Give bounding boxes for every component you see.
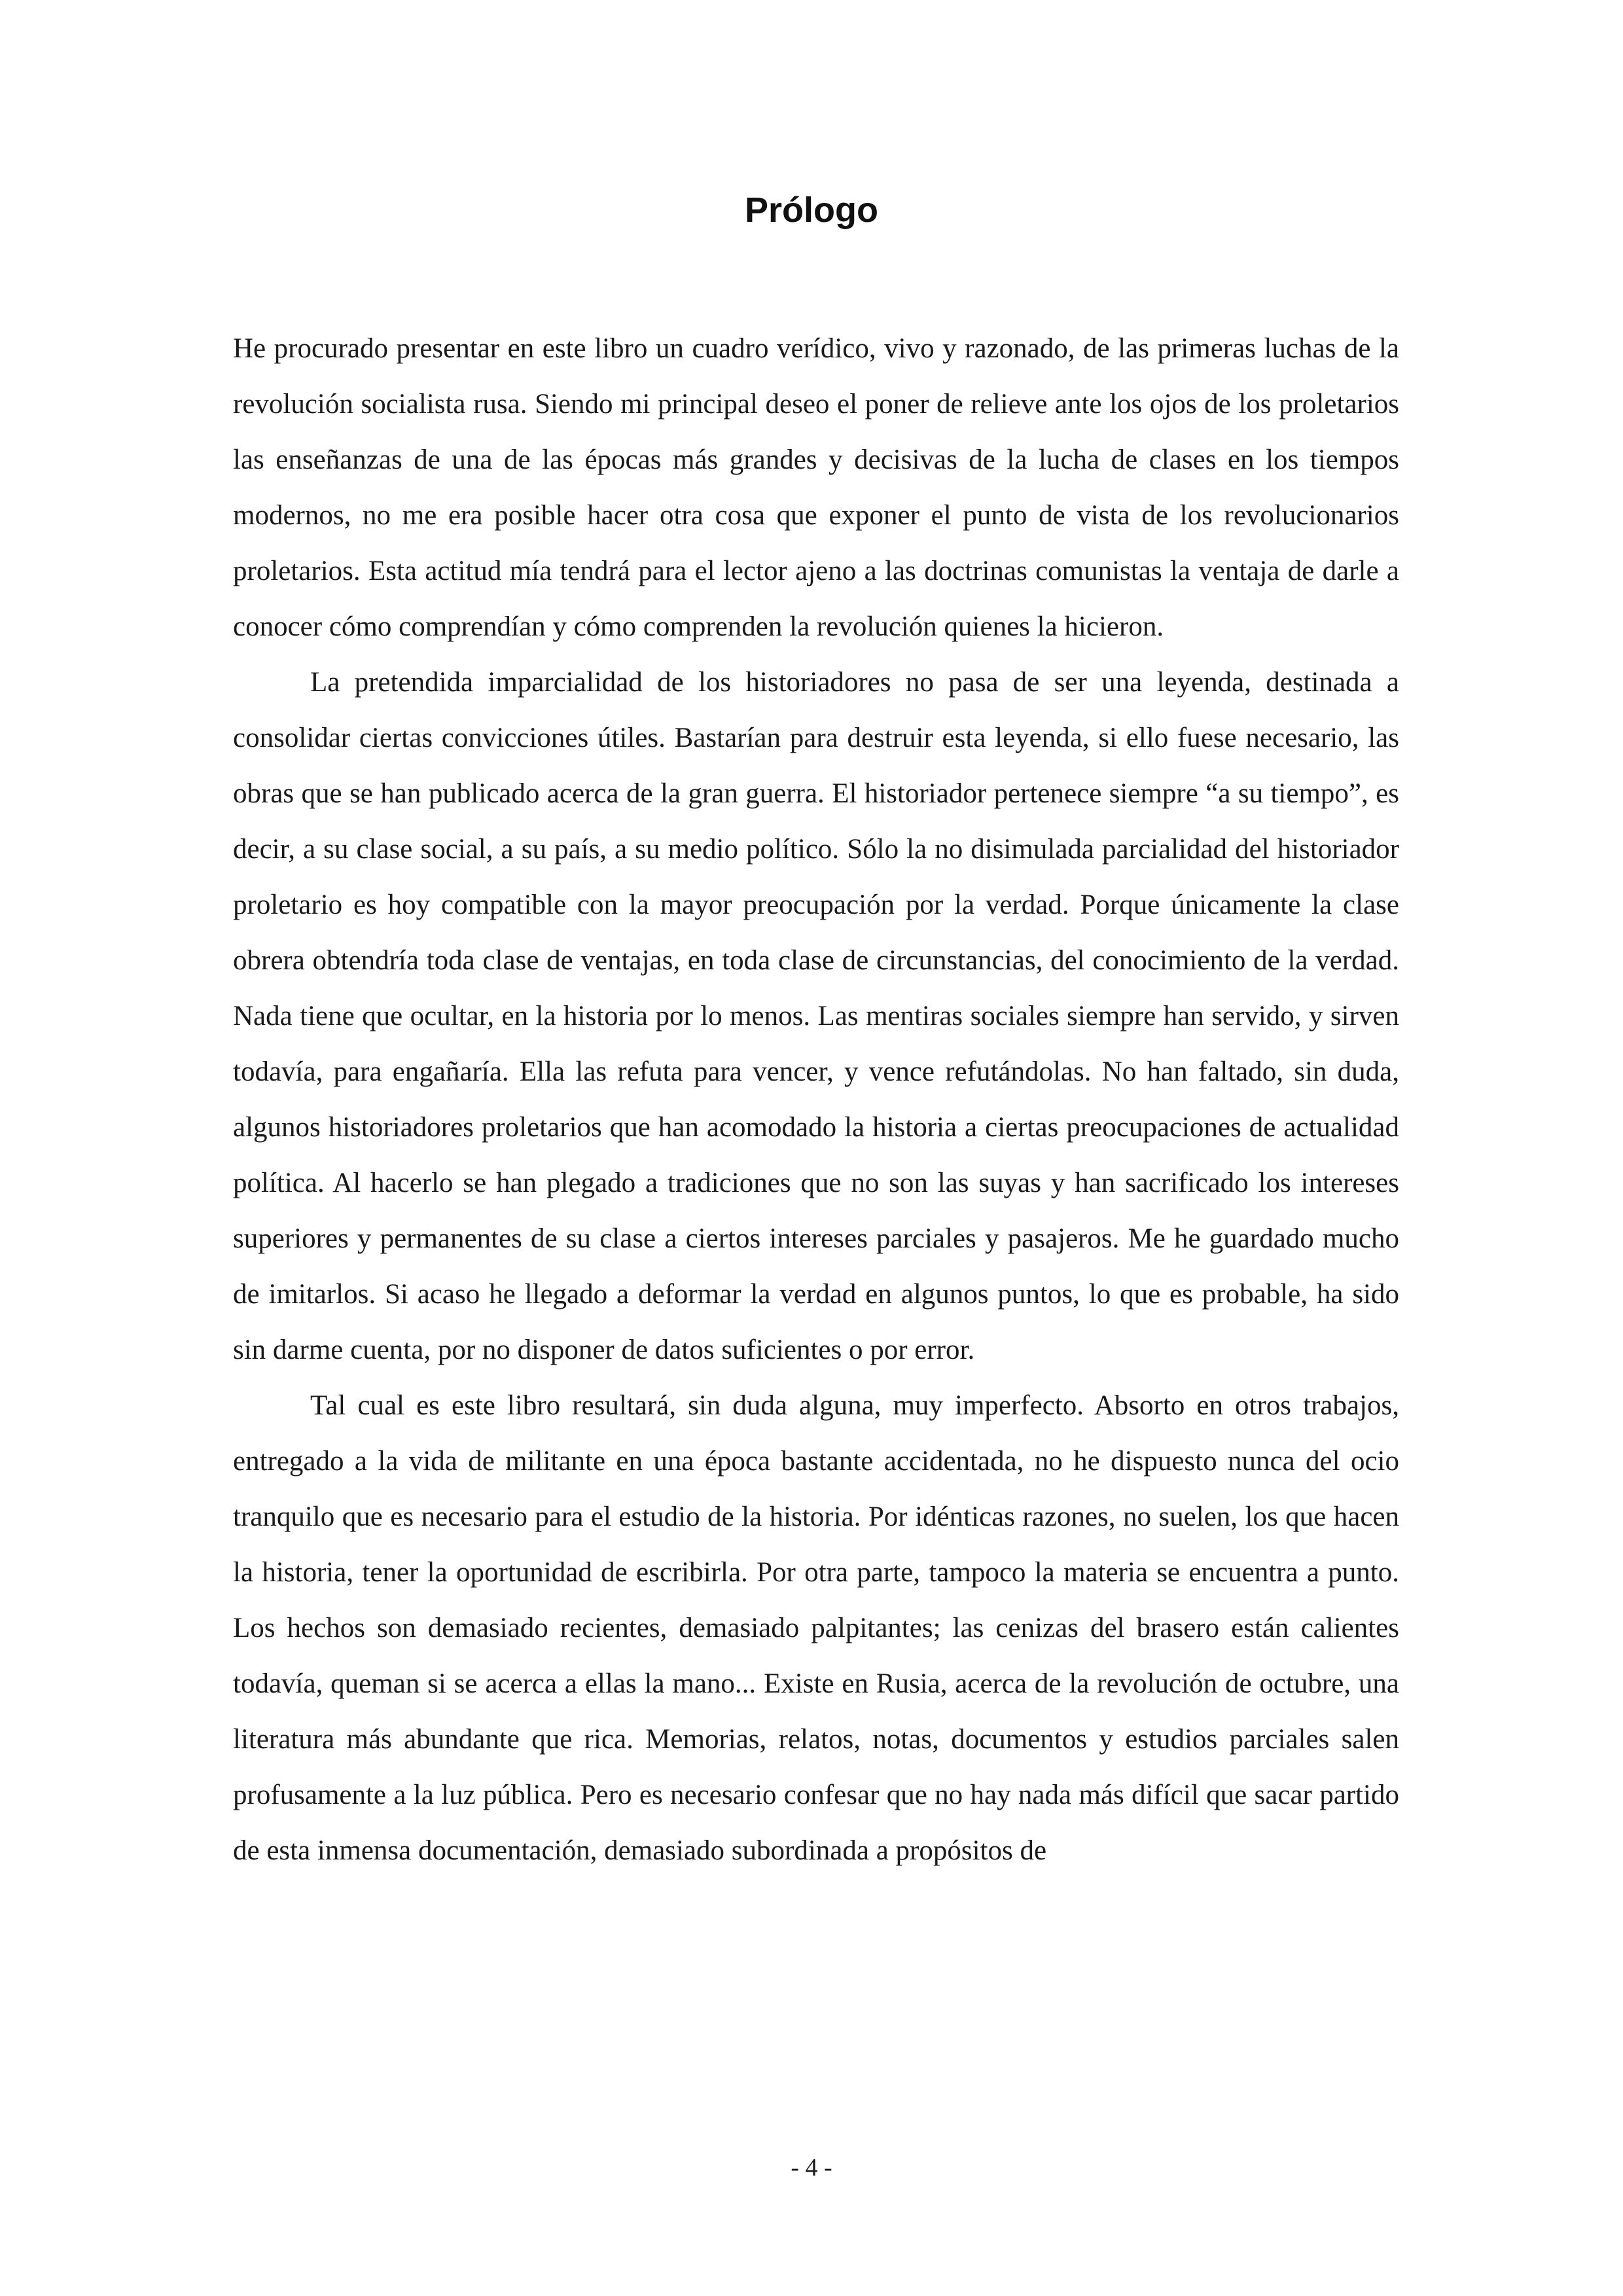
paragraph-1: He procurado presentar en este libro un cuadro verídico, vivo y razonado, de las primeras luchas de la revolución socialista rusa. Siendo mi principal deseo el poner de relieve ante los ojos de los proletarios las enseñanzas de una de las épocas más grandes y decisivas de la lucha de clases en los tiempos modernos, no me era posible hacer otra cosa que exponer el punto de vista de los revolucionarios proletarios. Esta actitud mía tendrá para el lector ajeno a las doctrinas comunistas la ventaja de darle a conocer cómo comprendían y cómo comprenden la revolución quienes la hicieron. bbox=[233, 333, 1399, 642]
paragraph-3: Tal cual es este libro resultará, sin duda alguna, muy imperfecto. Absorto en otros trabajos, entregado a la vida de militante en una época bastante accidentada, no he dispuesto nunca del ocio tranquilo que es necesario para el estudio de la historia. Por idénticas razones, no suelen, los que hacen la historia, tener la oportunidad de escribirla. Por otra parte, tampoco la materia se encuentra a punto. Los hechos son demasiado recientes, demasiado palpitantes; las cenizas del brasero están calientes todavía, queman si se acerca a ellas la mano... Existe en Rusia, acerca de la revolución de octubre, una literatura más abundante que rica. Memorias, relatos, notas, documentos y estudios parciales salen profusamente a la luz pública. Pero es necesario confesar que no hay nada más difícil que sacar partido de esta inmensa documentación, demasiado subordinada a propósitos de bbox=[233, 1390, 1399, 1866]
body-text bbox=[233, 321, 1399, 1878]
page-number: - 4 - bbox=[791, 2154, 832, 2181]
page-title: Prólogo bbox=[745, 190, 878, 230]
paragraph-2: La pretendida imparcialidad de los historiadores no pasa de ser una leyenda, destinada a consolidar ciertas convicciones útiles. Bastarían para destruir esta leyenda, si ello fuese necesario, las obras que se han publicado acerca de la gran guerra. El historiador pertenece siempre “a su tiempo”, es decir, a su clase social, a su país, a su medio político. Sólo la no disimulada parcialidad del historiador proletario es hoy compatible con la mayor preocupación por la verdad. Porque únicamente la clase obrera obtendría toda clase de ventajas, en toda clase de circunstancias, del conocimiento de la verdad. Nada tiene que ocultar, en la historia por lo menos. Las mentiras sociales siempre han servido, y sirven todavía, para engañaría. Ella las refuta para vencer, y vence refutándolas. No han faltado, sin duda, algunos historiadores proletarios que han acomodado la historia a ciertas preocupaciones de actualidad política. Al hacerlo se han plegado a tradiciones que no son las suyas y han sacrificado los intereses superiores y permanentes de su clase a ciertos intereses parciales y pasajeros. Me he guardado mucho de imitarlos. Si acaso he llegado a deformar la verdad en algunos puntos, lo que es probable, ha sido sin darme cuenta, por no disponer de datos suficientes o por error. bbox=[233, 667, 1399, 1365]
